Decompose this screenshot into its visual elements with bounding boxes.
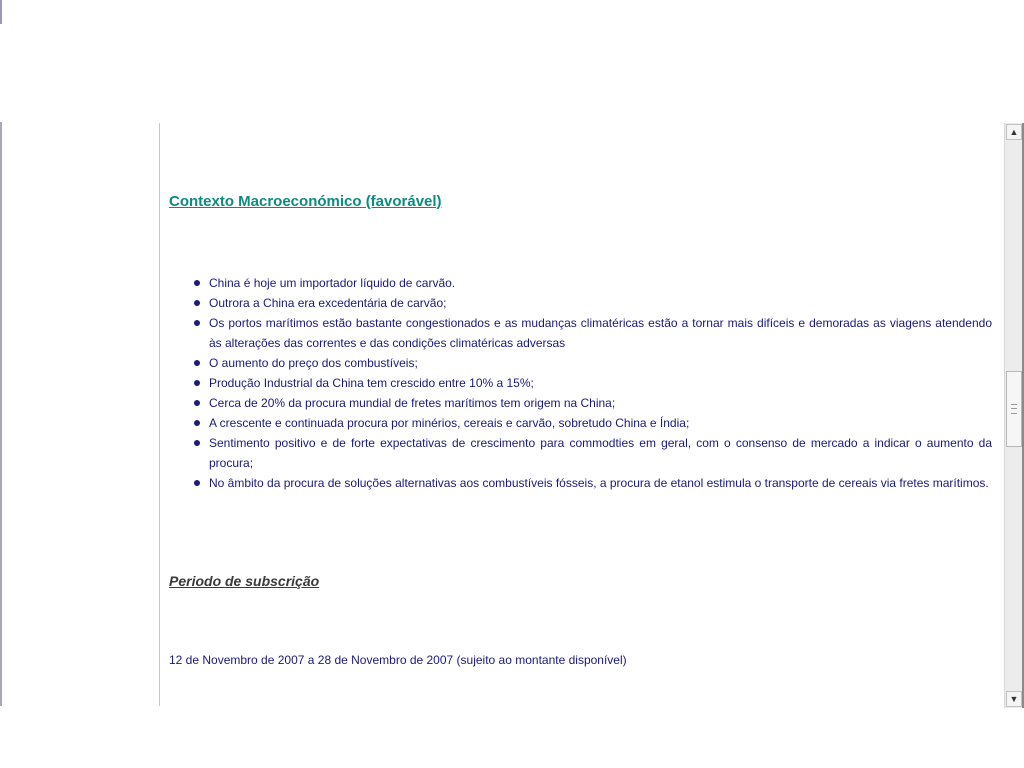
bullet-icon: [194, 280, 200, 286]
bullet-icon: [194, 300, 200, 306]
vertical-scrollbar[interactable]: [1004, 123, 1023, 708]
bullet-icon: [194, 320, 200, 326]
bullet-icon: [194, 420, 200, 426]
list-item-text: China é hoje um importador líquido de carvão.: [209, 276, 456, 290]
list-item: [169, 313, 992, 353]
list-item-text: Sentimento positivo e de forte expectativas de crescimento para commodties em geral, com o consenso de mercado a indicar o aumento da procura;: [209, 436, 992, 470]
scroll-up-button[interactable]: [1006, 124, 1022, 140]
bullet-icon: [194, 400, 200, 406]
list-item: [169, 413, 992, 433]
list-item-text: No âmbito da procura de soluções alternativas aos combustíveis fósseis, a procura de etanol estimula o transporte de cereais via fretes marítimos.: [209, 476, 989, 490]
scrollbar-thumb[interactable]: [1006, 371, 1022, 447]
arrow-down-icon: ▼: [1009, 694, 1019, 704]
list-item-text: Outrora a China era excedentária de carvão;: [209, 296, 447, 310]
list-item: [169, 293, 992, 313]
section-heading-macro: Contexto Macroeconómico (favorável): [169, 193, 442, 210]
macro-bullet-list: [169, 273, 992, 493]
list-item-text: Cerca de 20% da procura mundial de fretes marítimos tem origem na China;: [209, 396, 616, 410]
bullet-icon: [194, 380, 200, 386]
bullet-icon: [194, 360, 200, 366]
window-edge: [0, 122, 2, 706]
bullet-icon: [194, 440, 200, 446]
arrow-up-icon: ▲: [1009, 127, 1019, 137]
list-item-text: O aumento do preço dos combustíveis;: [209, 356, 418, 370]
list-item-text: Produção Industrial da China tem crescido entre 10% a 15%;: [209, 376, 534, 390]
content-frame: [159, 123, 1004, 706]
list-item-text: Os portos marítimos estão bastante congestionados e as mudanças climatéricas estão a tornar mais difíceis e demoradas as viagens atendendo às alterações das correntes e das condições climatéricas adversas: [209, 316, 992, 350]
list-item-text: A crescente e continuada procura por minérios, cereais e carvão, sobretudo China e Índia;: [209, 416, 690, 430]
window-edge: [0, 0, 2, 24]
list-item: [169, 353, 992, 373]
section-heading-subscription: Periodo de subscrição: [169, 573, 320, 589]
bullet-icon: [194, 480, 200, 486]
list-item: [169, 373, 992, 393]
scroll-down-button[interactable]: [1006, 691, 1022, 707]
list-item: [169, 473, 992, 493]
list-item: [169, 273, 992, 293]
grip-icon: [1011, 404, 1017, 414]
list-item: [169, 393, 992, 413]
list-item: [169, 433, 992, 473]
subscription-period-text: 12 de Novembro de 2007 a 28 de Novembro de 2007 (sujeito ao montante disponível): [169, 653, 627, 667]
